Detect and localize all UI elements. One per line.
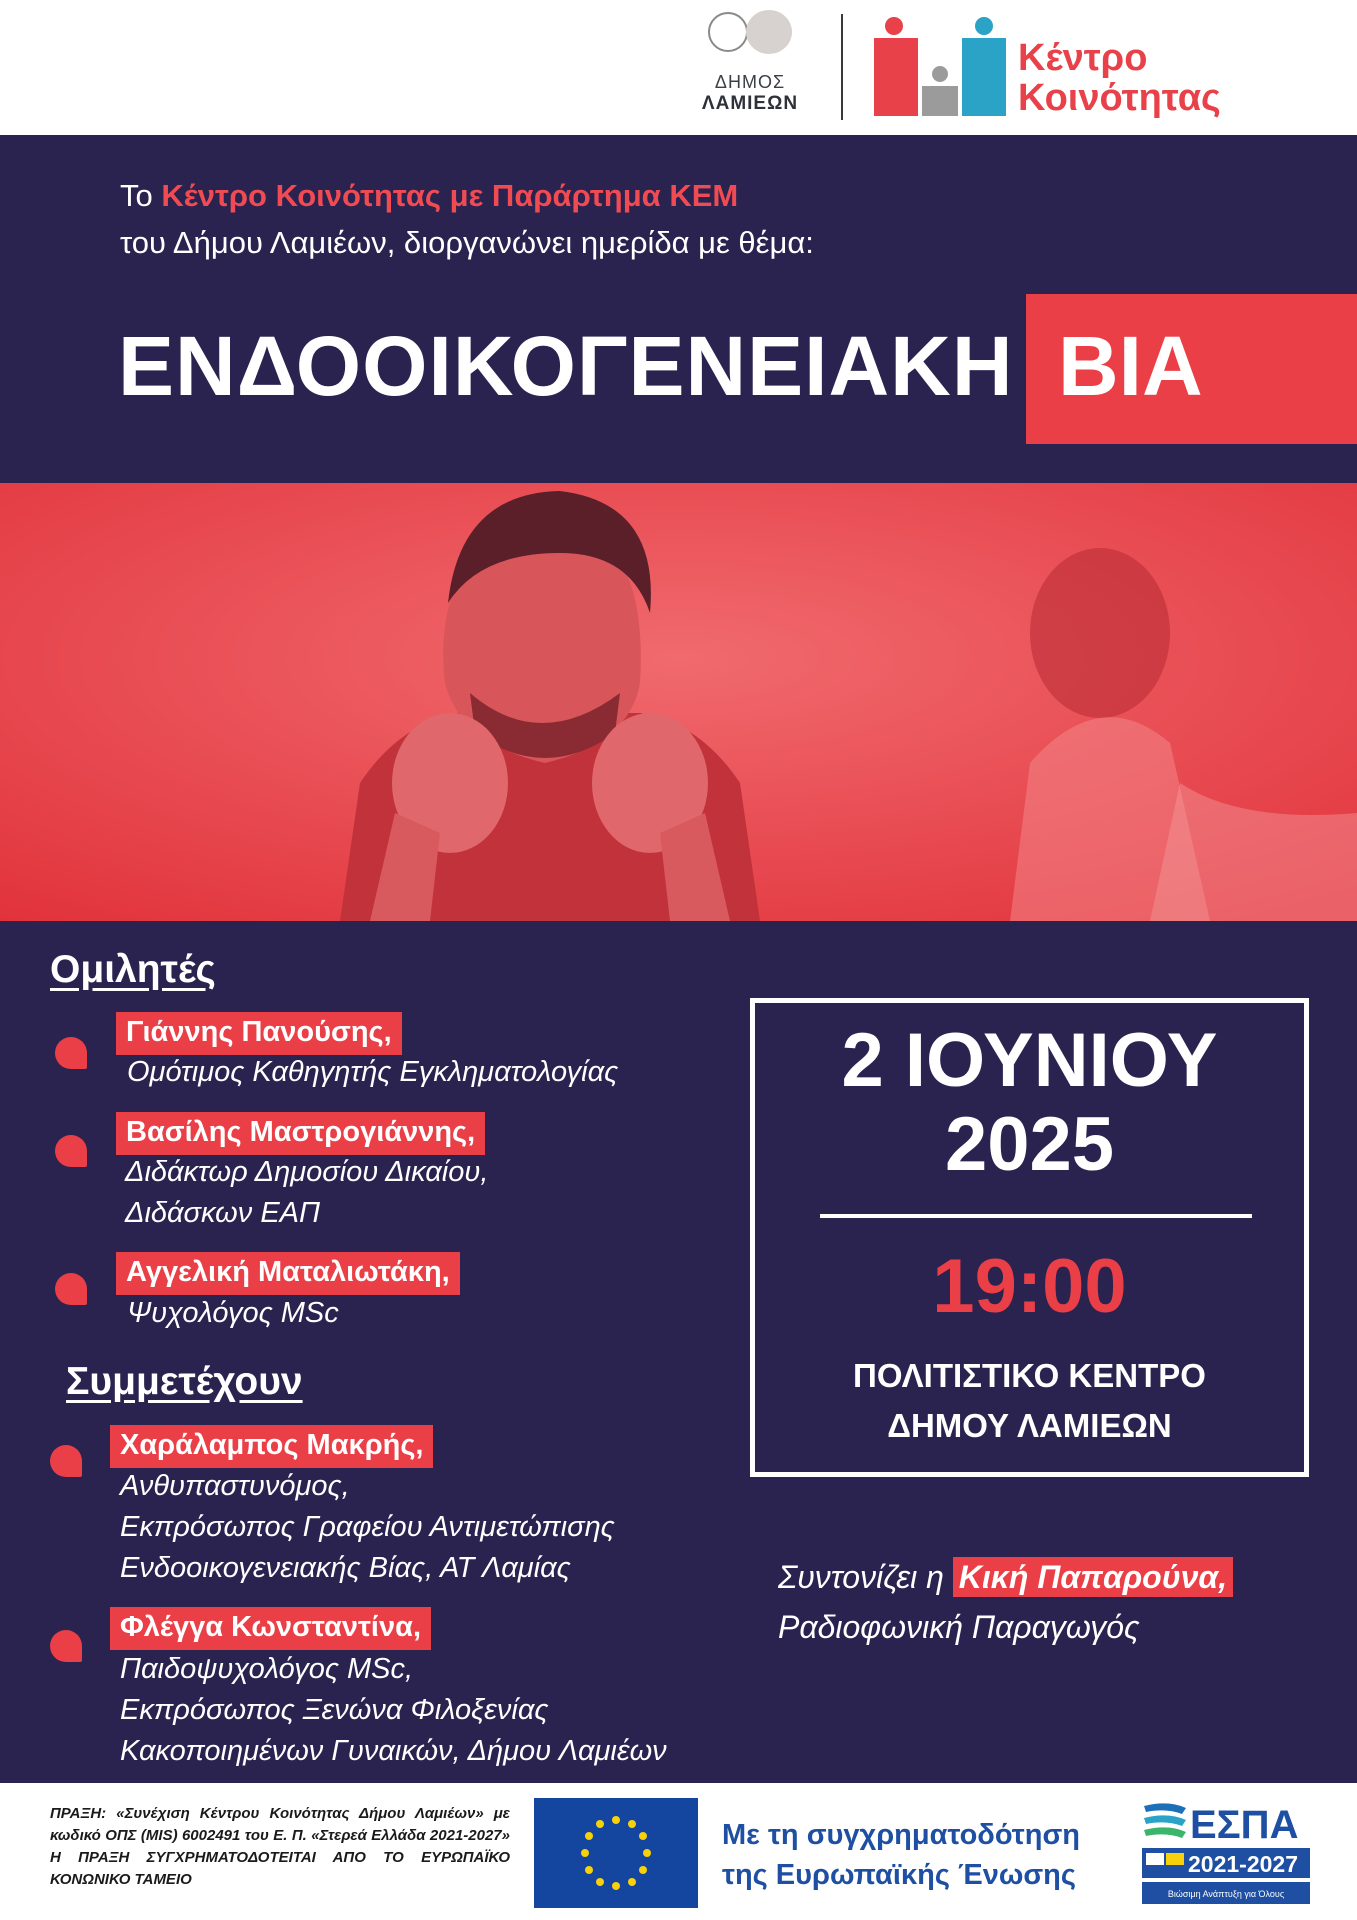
- header-divider: [841, 14, 843, 120]
- intro-line2: του Δήμου Λαμιέων, διοργανώνει ημερίδα με θέμα:: [120, 225, 814, 260]
- footer: [0, 1783, 1357, 1920]
- participant-role: Εκπρόσωπος Ξενώνα Φιλοξενίας: [120, 1694, 549, 1726]
- bullet-icon: [50, 1630, 82, 1662]
- participant-name: Χαράλαμπος Μακρής,: [110, 1425, 433, 1468]
- participants-heading: Συμμετέχουν: [66, 1360, 303, 1403]
- speaker-name: Γιάννης Πανούσης,: [116, 1012, 402, 1055]
- coordinator-suffix: ,: [1218, 1559, 1228, 1595]
- event-time: 19:00: [932, 1244, 1127, 1329]
- speaker-role: Διδάκτωρ Δημοσίου Δικαίου,: [125, 1156, 489, 1188]
- speaker-role: Ψυχολόγος MSc: [127, 1297, 339, 1329]
- intro-text: [120, 172, 814, 266]
- brand-text: [1018, 38, 1221, 118]
- municipality-line1: ΔΗΜΟΣ: [714, 72, 786, 92]
- divider: [820, 1214, 1252, 1218]
- coordinator-prefix: Συντονίζει η: [778, 1559, 953, 1595]
- participant-role: Ενδοοικογενειακής Βίας, ΑΤ Λαμίας: [120, 1552, 571, 1584]
- speaker-name: Αγγελική Ματαλιωτάκη,: [116, 1252, 460, 1295]
- brand-line2: Κοινότητας: [1018, 77, 1221, 119]
- municipality-logo: [696, 10, 804, 125]
- speaker-name: Βασίλης Μαστρογιάννης,: [116, 1112, 485, 1155]
- bullet-icon: [50, 1445, 82, 1477]
- participant-role: Ανθυπαστυνόμος,: [120, 1470, 350, 1502]
- participant-role: Εκπρόσωπος Γραφείου Αντιμετώπισης: [120, 1511, 615, 1543]
- intro-prefix: Το: [120, 178, 162, 213]
- eu-line2: της Ευρωπαϊκής Ένωσης: [722, 1859, 1076, 1891]
- title-accent-box: [1026, 294, 1357, 444]
- coordinator-name-text: Κική Παπαρούνα: [958, 1559, 1219, 1595]
- intro-highlight: Κέντρο Κοινότητας με Παράρτημα ΚΕΜ: [161, 178, 739, 213]
- title-accent: ΒΙΑ: [1058, 319, 1203, 413]
- speaker-role: Ομότιμος Καθηγητής Εγκληματολογίας: [127, 1056, 619, 1088]
- event-date-line2: 2025: [944, 1102, 1115, 1187]
- brand-line1: Κέντρο: [1018, 37, 1148, 79]
- eu-line1: Με τη συγχρηματοδότηση: [722, 1819, 1081, 1851]
- event-venue-line1: ΠΟΛΙΤΙΣΤΙΚΟ ΚΕΝΤΡΟ: [853, 1357, 1206, 1394]
- espa-tagline: Βιώσιμη Ανάπτυξη για Όλους: [1167, 1889, 1285, 1899]
- event-date: [755, 1019, 1304, 1187]
- municipality-line2: ΛΑΜΙΕΩΝ: [701, 93, 799, 114]
- eu-cofunding-text: [722, 1815, 1080, 1895]
- coordinator: [778, 1552, 1233, 1652]
- page-title: ΕΝΔΟΟΙΚΟΓΕΝΕΙΑΚΗ: [118, 319, 1014, 413]
- bullet-icon: [55, 1273, 87, 1305]
- event-info-box: [750, 998, 1309, 1477]
- espa-title: ΕΣΠΑ: [1190, 1803, 1299, 1847]
- bullet-icon: [55, 1135, 87, 1167]
- bullet-icon: [55, 1037, 87, 1069]
- coordinator-role: Ραδιοφωνική Παραγωγός: [778, 1609, 1140, 1645]
- espa-years: 2021-2027: [1188, 1851, 1298, 1877]
- participant-name: Φλέγγα Κωνσταντίνα,: [110, 1607, 431, 1650]
- eu-flag-icon: [534, 1798, 698, 1908]
- espa-logo: [1138, 1798, 1314, 1908]
- coordinator-name: [953, 1557, 1233, 1597]
- footer-funding-text: ΠΡΑΞΗ: «Συνέχιση Κέντρου Κοινότητας Δήμου Λαμιέων» με κωδικό ΟΠΣ (MIS) 6002491 του Ε. Π. «Στερεά Ελλάδα 2021-2027» Η ΠΡΑΞΗ ΣΥΓΧΡΗΜΑΤΟΔΟΤΕΙΤΑΙ ΑΠΟ ΤΟ ΕΥΡΩΠΑΪΚΟ ΚΟΝΩΝΙΚΟ ΤΑΜΕΙΟ: [50, 1805, 510, 1888]
- community-center-logo-icon: [870, 16, 1010, 120]
- hero-photo-illustration: [0, 483, 1357, 921]
- event-venue-line2: ΔΗΜΟΥ ΛΑΜΙΕΩΝ: [887, 1407, 1172, 1444]
- event-venue: [755, 1351, 1304, 1451]
- hero-photo: [0, 483, 1357, 921]
- participant-role: Παιδοψυχολόγος MSc,: [120, 1653, 414, 1685]
- participant-role: Κακοποιημένων Γυναικών, Δήμου Λαμιέων: [120, 1735, 667, 1767]
- speaker-role: Διδάσκων ΕΑΠ: [125, 1197, 321, 1229]
- header: [0, 0, 1357, 135]
- municipality-emblem-icon: [700, 10, 800, 58]
- event-date-line1: 2 ΙΟΥΝΙΟΥ: [841, 1018, 1218, 1103]
- speakers-heading: Ομιλητές: [50, 948, 216, 991]
